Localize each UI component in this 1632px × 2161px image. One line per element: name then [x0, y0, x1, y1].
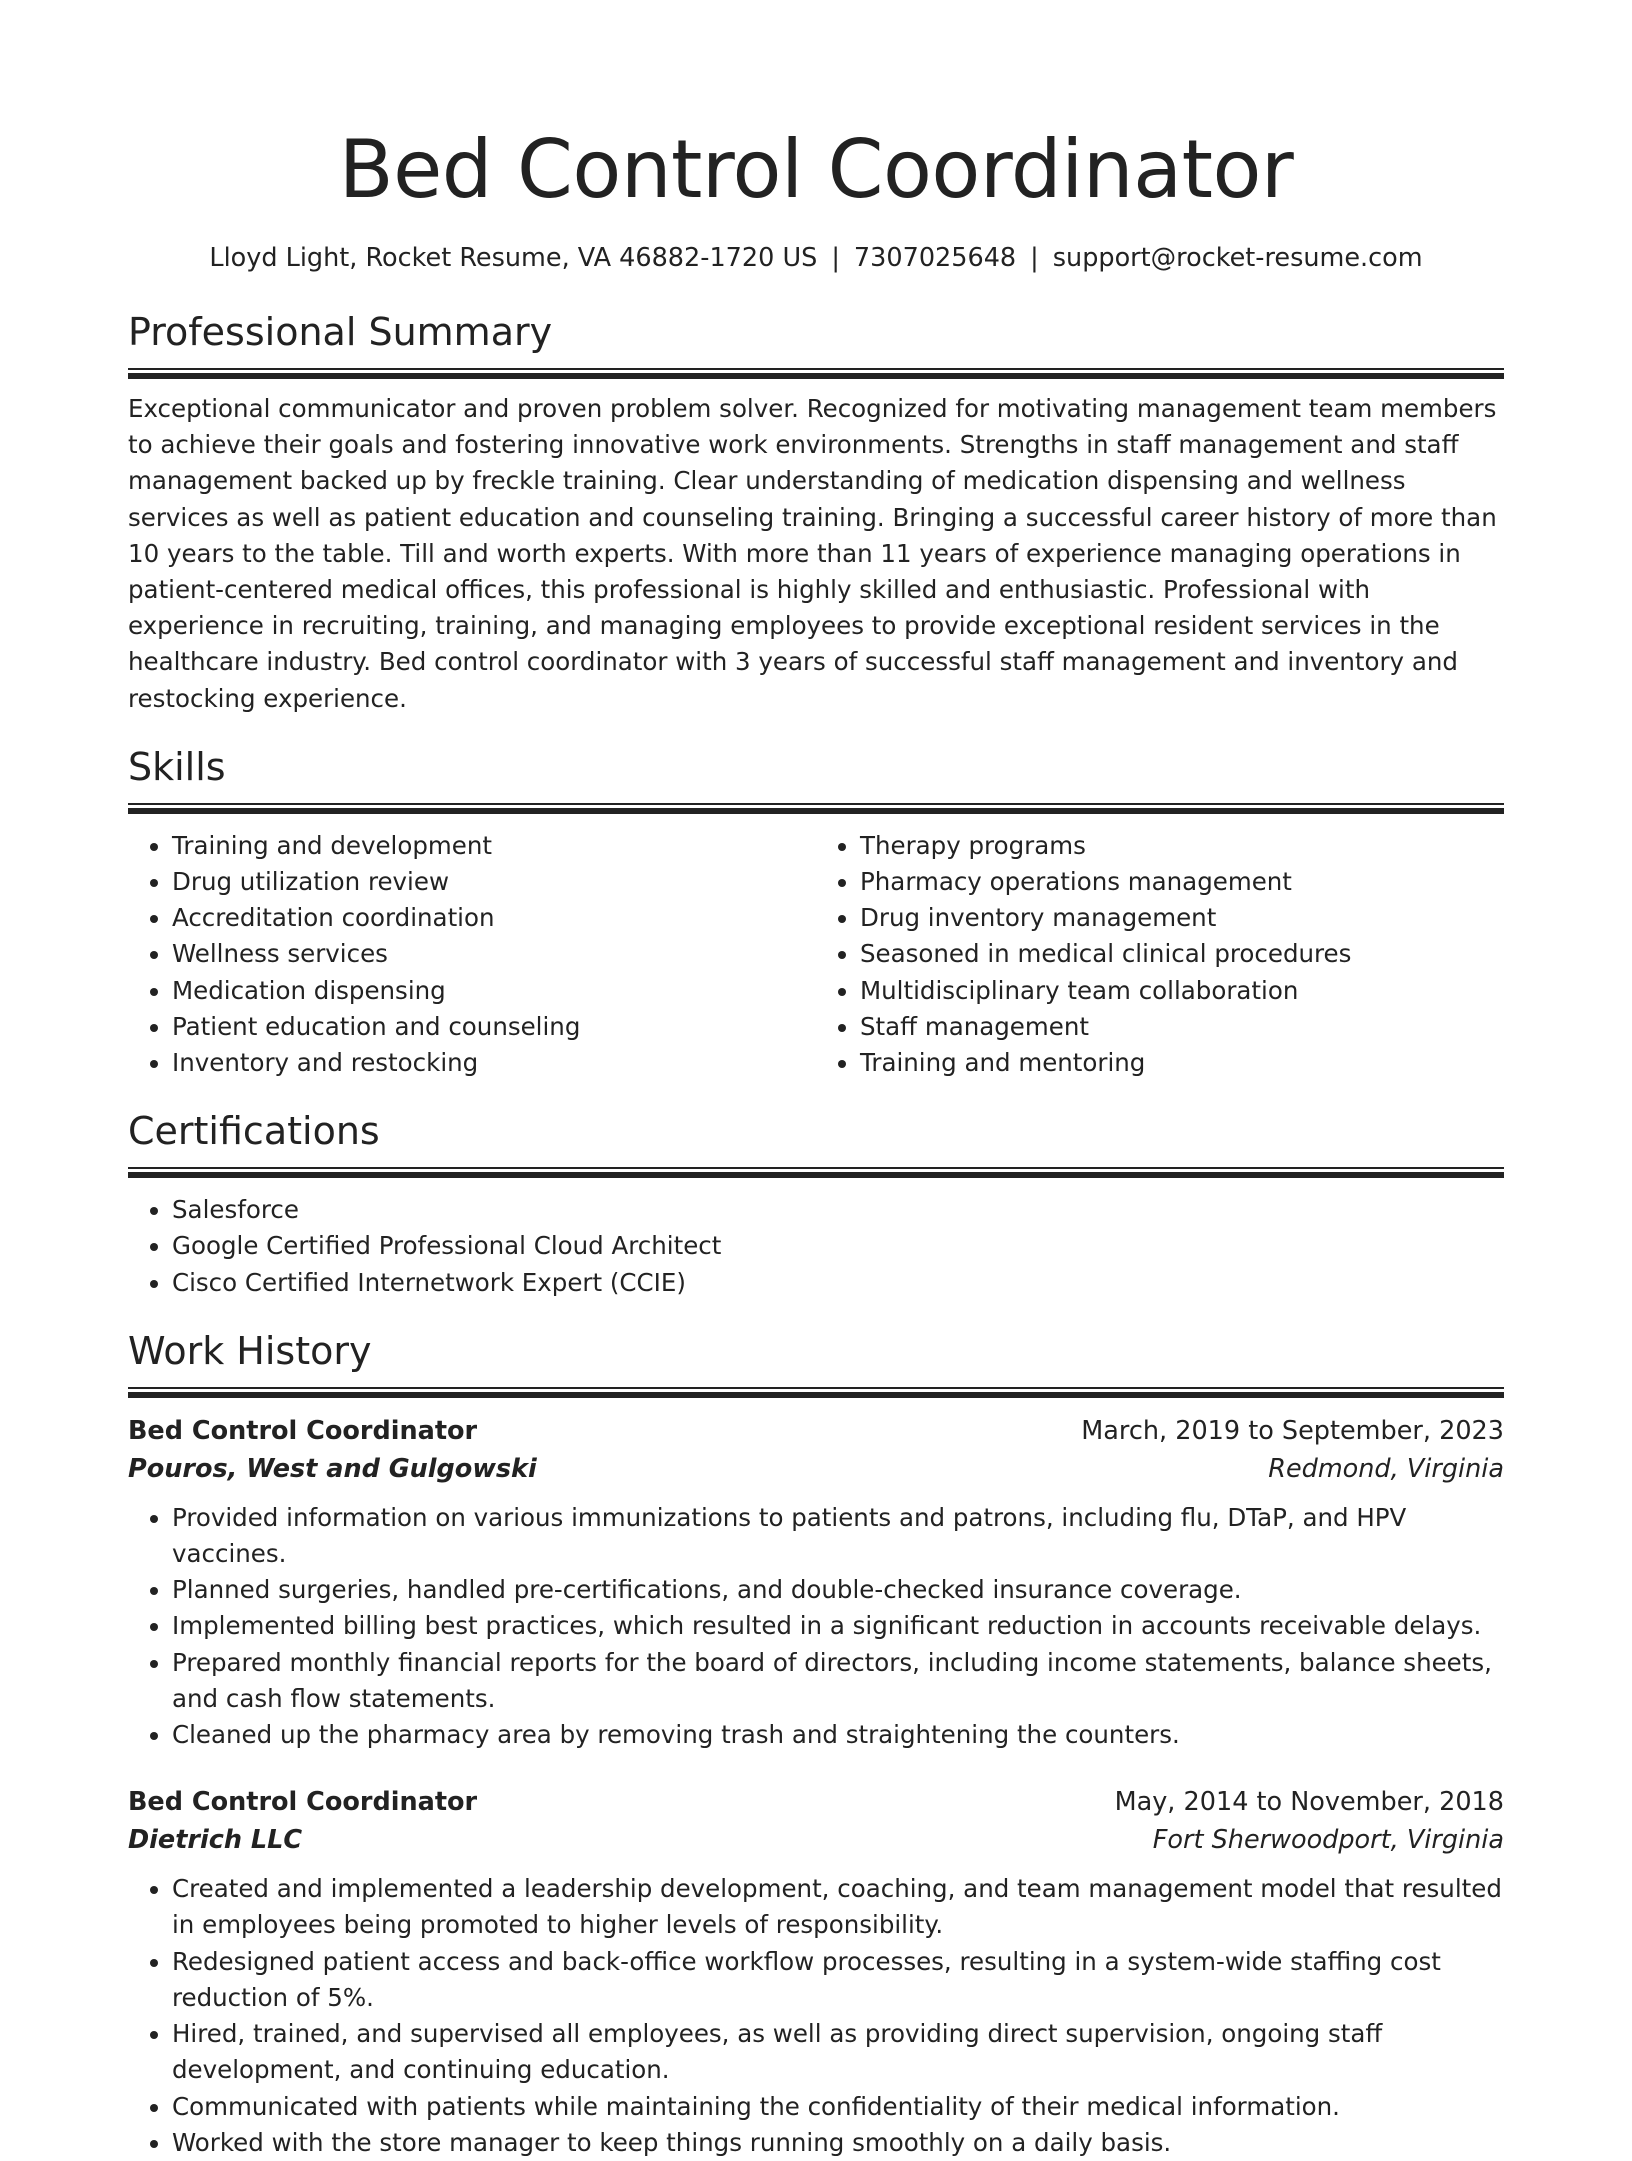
skill-item: • Accreditation coordination [172, 900, 816, 936]
work-history-heading: Work History [128, 1328, 372, 1373]
job-location: Fort Sherwoodport, Virginia [1152, 1825, 1504, 1856]
contact-line [128, 242, 1504, 274]
job-header-row [128, 1783, 1504, 1821]
skill-item: • Multidisciplinary team collaboration [860, 973, 1504, 1009]
job-bullet: • Redesigned patient access and back-office workflow processes, resulting in a system-wide staffing cost reduction of 5%. [172, 1944, 1504, 2016]
section-divider [128, 803, 1504, 814]
job-bullet: • Prepared monthly financial reports for the board of directors, including income statements, balance sheets, and cash flow statements. [172, 1645, 1504, 1717]
job-bullet: • Provided information on various immunizations to patients and patrons, including flu, DTaP, and HPV vaccines. [172, 1500, 1504, 1572]
job-title: Bed Control Coordinator [128, 1415, 478, 1446]
skills-heading: Skills [128, 744, 226, 789]
skill-item: • Staff management [860, 1009, 1504, 1045]
job-title: Bed Control Coordinator [128, 1787, 478, 1818]
skill-item: • Wellness services [172, 936, 816, 972]
certifications-section [128, 1107, 1504, 1301]
skill-item: • Medication dispensing [172, 973, 816, 1009]
job-bullet: • Cleaned up the pharmacy area by removing trash and straightening the counters. [172, 1717, 1504, 1753]
summary-heading: Professional Summary [128, 310, 553, 354]
certification-item: • Google Certified Professional Cloud Architect [172, 1228, 1504, 1264]
job-company: Dietrich LLC [128, 1825, 303, 1856]
job-dates: March, 2019 to September, 2023 [1081, 1415, 1504, 1446]
skill-item: • Inventory and restocking [172, 1045, 816, 1081]
job-bullets [128, 1500, 1504, 1753]
contact-separator: | [831, 243, 840, 273]
skills-section [128, 743, 1504, 1081]
skill-item: • Seasoned in medical clinical procedures [860, 936, 1504, 972]
skills-columns [128, 828, 1504, 1081]
job-company-row [128, 1450, 1504, 1488]
contact-phone: 7307025648 [853, 243, 1017, 273]
job-entry [128, 1412, 1504, 1753]
section-divider [128, 368, 1504, 379]
job-bullet: • Communicated with patients while maintaining the confidentiality of their medical information. [172, 2089, 1504, 2125]
job-bullets [128, 1871, 1504, 2161]
job-bullet: • Worked with the store manager to keep things running smoothly on a daily basis. [172, 2125, 1504, 2161]
job-company: Pouros, West and Gulgowski [128, 1453, 537, 1484]
section-divider [128, 1387, 1504, 1398]
job-location: Redmond, Virginia [1268, 1453, 1504, 1484]
skill-item: • Patient education and counseling [172, 1009, 816, 1045]
skills-right-list [816, 828, 1504, 1081]
job-bullet: • Planned surgeries, handled pre-certifications, and double-checked insurance coverage. [172, 1572, 1504, 1608]
certification-item: • Salesforce [172, 1192, 1504, 1228]
contact-separator: | [1030, 243, 1039, 273]
skill-item: • Training and development [172, 828, 816, 864]
summary-text: Exceptional communicator and proven problem solver. Recognized for motivating management team members to achieve their goals and fostering innovative work environments. Strengths in staff management and staff management backed up by freckle training. Clear understanding of medication dispensing and wellness services as well as patient education and counseling training. Bringing a successful career history of more than 10 years to the table. Till and worth experts. With more than 11 years of experience managing operations in patient-centered medical offices, this professional is highly skilled and enthusiastic. Professional with experience in recruiting, training, and managing employees to provide exceptional resident services in the healthcare industry. Bed control coordinator with 3 years of successful staff management and inventory and restocking experience. [128, 394, 1497, 713]
work-history-section [128, 1327, 1504, 2161]
job-dates: May, 2014 to November, 2018 [1114, 1787, 1504, 1818]
skill-item: • Therapy programs [860, 828, 1504, 864]
job-company-row [128, 1821, 1504, 1859]
job-bullet: • Implemented billing best practices, which resulted in a significant reduction in accounts receivable delays. [172, 1608, 1504, 1644]
summary-section [128, 308, 1504, 717]
section-divider [128, 1167, 1504, 1178]
skill-item: • Pharmacy operations management [860, 864, 1504, 900]
resume-page [128, 0, 1504, 2161]
job-bullet: • Created and implemented a leadership development, coaching, and team management model that resulted in employees being promoted to higher levels of responsibility. [172, 1871, 1504, 1943]
skill-item: • Drug utilization review [172, 864, 816, 900]
contact-email: support@rocket-resume.com [1052, 243, 1423, 273]
certification-item: • Cisco Certified Internetwork Expert (CCIE) [172, 1265, 1504, 1301]
skill-item: • Training and mentoring [860, 1045, 1504, 1081]
job-entry [128, 1783, 1504, 2161]
certifications-list [128, 1192, 1504, 1301]
job-header-row [128, 1412, 1504, 1450]
resume-title: Bed Control Coordinator [338, 123, 1294, 216]
skills-left-list [128, 828, 816, 1081]
skill-item: • Drug inventory management [860, 900, 1504, 936]
job-bullet: • Hired, trained, and supervised all employees, as well as providing direct supervision, ongoing staff development, and continuing education. [172, 2016, 1504, 2088]
certifications-heading: Certifications [128, 1109, 380, 1154]
contact-address: Lloyd Light, Rocket Resume, VA 46882-1720 US [209, 243, 818, 273]
